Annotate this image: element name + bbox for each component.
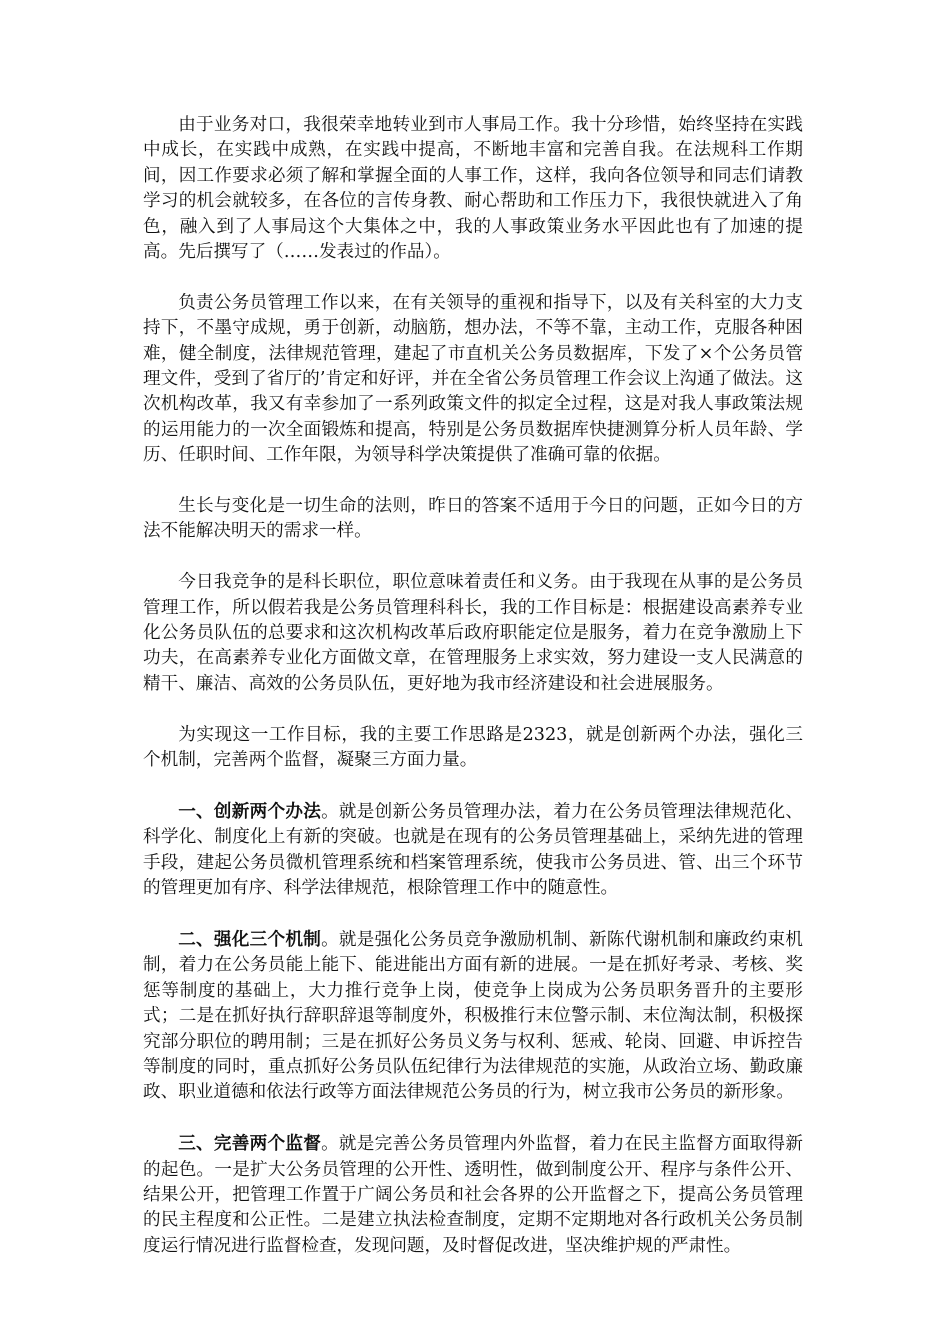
section-heading: 一、创新两个办法 [178, 800, 322, 822]
paragraph-text: 今日我竞争的是科长职位，职位意味着责任和义务。由于我现在从事的是公务员管理工作，所以假若我是公务员管理科科长，我的工作目标是：根据建设高素养专业化公务员队伍的总要求和这次机构改革后政府职能定位是服务，着力在竞争激励上下功夫，在高素养专业化方面做文章，在管理服务上求实效，努力建设一支人民满意的精干、廉洁、高效的公务员队伍，更好地为我市经济建设和社会进展服务。 [143, 572, 803, 694]
paragraph-text: 。就是完善公务员管理内外监督，着力在民主监督方面取得新的起色。一是扩大公务员管理的公开性、透明性，做到制度公开、程序与条件公开、结果公开，把管理工作置于广阔公务员和社会各界的公开监督之下，提高公务员管理的民主程度和公正性。二是建立执法检查制度，定期不定期地对各行政机关公务员制度运行情况进行监督检查，发现问题，及时督促改进，坚决维护规的严肃性。 [143, 1134, 803, 1256]
section-heading: 三、完善两个监督 [178, 1133, 322, 1155]
document-page [143, 113, 803, 1285]
paragraph-work-goal [143, 570, 803, 697]
section-heading: 二、强化三个机制 [178, 928, 322, 950]
paragraph-civil-servant-management [143, 291, 803, 469]
paragraph-work-approach [143, 723, 803, 774]
paragraph-section-one [143, 799, 803, 902]
paragraph-growth-and-change [143, 494, 803, 545]
paragraph-transfer [143, 113, 803, 265]
paragraph-section-two [143, 927, 803, 1106]
paragraph-text: 由于业务对口，我很荣幸地转业到市人事局工作。我十分珍惜，始终坚持在实践中成长，在实践中成熟，在实践中提高，不断地丰富和完善自我。在法规科工作期间，因工作要求必须了解和掌握全面的人事工作，这样，我向各位领导和同志们请教学习的机会就较多，在各位的言传身教、耐心帮助和工作压力下，我很快就进入了角色，融入到了人事局这个大集体之中，我的人事政策业务水平因此也有了加速的提高。先后撰写了（……发表过的作品）。 [143, 115, 803, 263]
paragraph-section-three [143, 1131, 803, 1259]
paragraph-text: 为实现这一工作目标，我的主要工作思路是2323，就是创新两个办法，强化三个机制，完善两个监督，凝聚三方面力量。 [143, 724, 803, 771]
paragraph-text: 生长与变化是一切生命的法则，昨日的答案不适用于今日的问题，正如今日的方法不能解决明天的需求一样。 [143, 496, 803, 542]
paragraph-text: 。就是强化公务员竞争激励机制、新陈代谢机制和廉政约束机制，着力在公务员能上能下、能进能出方面有新的进展。一是在抓好考录、考核、奖惩等制度的基础上，大力推行竞争上岗，使竞争上岗成为公务员职务晋升的主要形式；二是在抓好执行辞职辞退等制度外，积极推行末位警示制、末位淘汰制，积极探究部分职位的聘用制；三是在抓好公务员义务与权利、惩戒、轮岗、回避、申诉控告等制度的同时，重点抓好公务员队伍纪律行为法律规范的实施，从政治立场、勤政廉政、职业道德和依法行政等方面法律规范公务员的行为，树立我市公务员的新形象。 [143, 929, 803, 1103]
paragraph-text: 。就是创新公务员管理办法，着力在公务员管理法律规范化、科学化、制度化上有新的突破。也就是在现有的公务员管理基础上，采纳先进的管理手段，建起公务员微机管理系统和档案管理系统，使我市公务员进、管、出三个环节的管理更加有序、科学法律规范，根除管理工作中的随意性。 [143, 801, 803, 899]
paragraph-text: 负责公务员管理工作以来，在有关领导的重视和指导下，以及有关科室的大力支持下，不墨守成规，勇于创新，动脑筋，想办法，不等不靠，主动工作，克服各种困难，健全制度，法律规范管理，建起了市直机关公务员数据库，下发了×个公务员管理文件，受到了省厅的’肯定和好评，并在全省公务员管理工作会议上沟通了做法。这次机构改革，我又有幸参加了一系列政策文件的拟定全过程，这是对我人事政策法规的运用能力的一次全面锻炼和提高，特别是公务员数据库快捷测算分析人员年龄、学历、任职时间、工作年限，为领导科学决策提供了准确可靠的依据。 [143, 292, 803, 466]
